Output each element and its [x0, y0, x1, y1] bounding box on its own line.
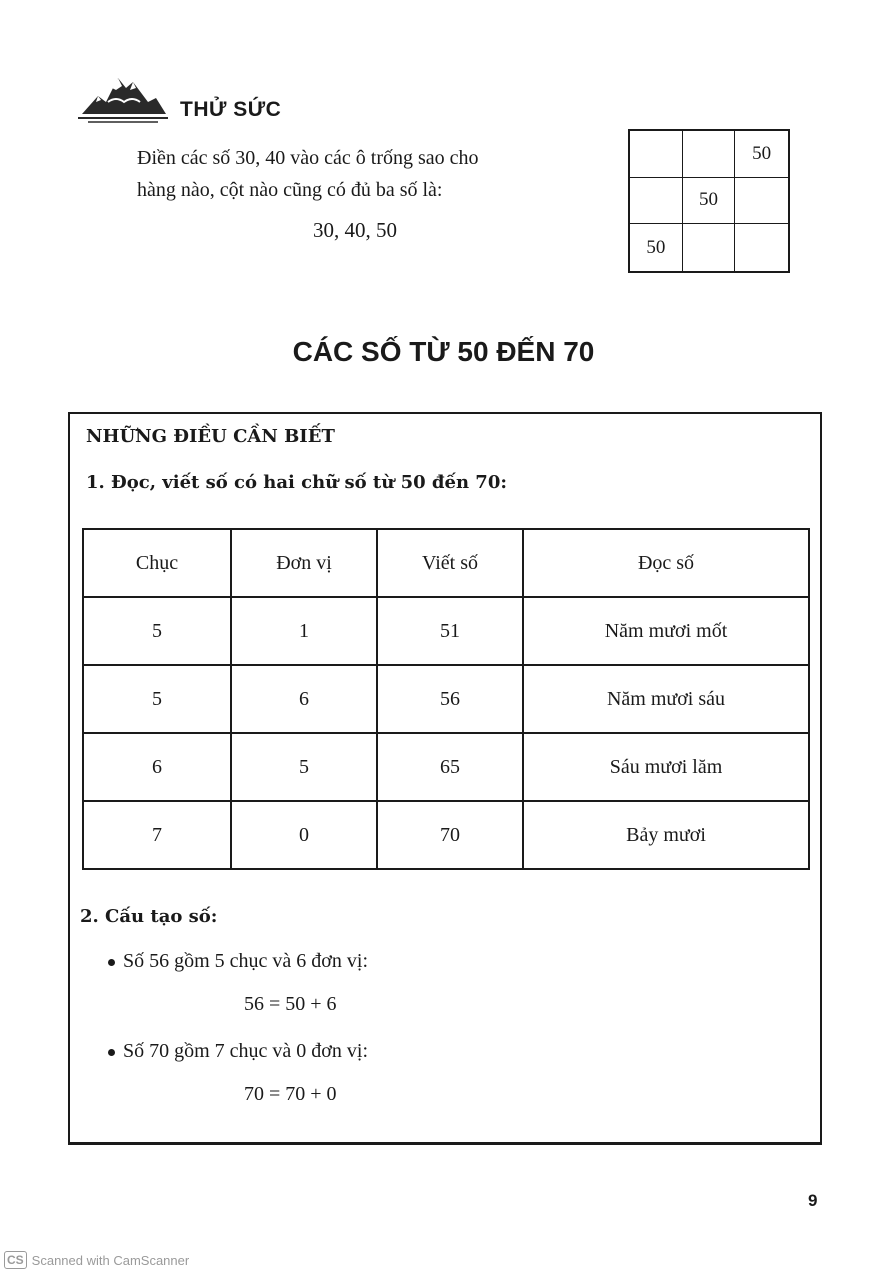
grid-cell[interactable]	[735, 178, 788, 225]
challenge-grid	[628, 129, 790, 273]
scanner-watermark	[4, 1251, 189, 1269]
table-cell: 5	[231, 733, 377, 801]
grid-cell: 50	[630, 224, 683, 271]
table-cell: 56	[377, 665, 523, 733]
table-cell: 5	[83, 665, 231, 733]
table-cell: 5	[83, 597, 231, 665]
grid-cell[interactable]	[630, 178, 683, 225]
table-cell: 51	[377, 597, 523, 665]
mountain-logo-icon	[78, 66, 168, 124]
bullet-text: Số 70 gồm 7 chục và 0 đơn vị:	[123, 1040, 368, 1062]
bullet-item	[108, 950, 368, 973]
table-cell: Năm mươi sáu	[523, 665, 809, 733]
grid-cell[interactable]	[683, 131, 736, 178]
table-cell: 1	[231, 597, 377, 665]
table-header-row	[83, 529, 809, 597]
table-row	[83, 665, 809, 733]
subheading-read-write: 1. Đọc, viết số có hai chữ số từ 50 đến 70:	[86, 472, 507, 493]
page-number: 9	[808, 1191, 818, 1210]
equation: 56 = 50 + 6	[244, 993, 337, 1015]
column-header-written: Viết số	[377, 529, 523, 597]
camscanner-logo-icon: CS	[4, 1251, 27, 1269]
grid-cell: 50	[735, 131, 788, 178]
box-heading: NHỮNG ĐIỀU CẦN BIẾT	[86, 426, 335, 447]
subheading-number-structure: 2. Cấu tạo số:	[80, 906, 218, 927]
table-cell: 6	[83, 733, 231, 801]
bullet-text: Số 56 gồm 5 chục và 6 đơn vị:	[123, 950, 368, 972]
table-cell: 65	[377, 733, 523, 801]
column-header-units: Đơn vị	[231, 529, 377, 597]
table-row	[83, 801, 809, 869]
challenge-numbers: 30, 40, 50	[313, 218, 397, 242]
grid-cell[interactable]	[735, 224, 788, 271]
watermark-text: Scanned with CamScanner	[31, 1252, 190, 1268]
challenge-instruction-line-1: Điền các số 30, 40 vào các ô trống sao cho	[137, 147, 479, 169]
number-table	[82, 528, 810, 870]
table-cell: 70	[377, 801, 523, 869]
table-cell: Năm mươi mốt	[523, 597, 809, 665]
bullet-dot-icon	[108, 959, 115, 966]
section-title: CÁC SỐ TỪ 50 ĐẾN 70	[292, 336, 595, 367]
challenge-instruction-line-2: hàng nào, cột nào cũng có đủ ba số là:	[137, 179, 443, 201]
column-header-read: Đọc số	[523, 529, 809, 597]
column-header-tens: Chục	[83, 529, 231, 597]
challenge-title: THỬ SỨC	[180, 98, 282, 121]
grid-cell[interactable]	[630, 131, 683, 178]
table-row	[83, 597, 809, 665]
bullet-item	[108, 1040, 368, 1063]
equation: 70 = 70 + 0	[244, 1083, 337, 1105]
table-cell: 0	[231, 801, 377, 869]
bullet-dot-icon	[108, 1049, 115, 1056]
table-row	[83, 733, 809, 801]
table-cell: 7	[83, 801, 231, 869]
table-cell: 6	[231, 665, 377, 733]
grid-cell[interactable]	[683, 224, 736, 271]
table-cell: Bảy mươi	[523, 801, 809, 869]
grid-cell: 50	[683, 178, 736, 225]
table-cell: Sáu mươi lăm	[523, 733, 809, 801]
